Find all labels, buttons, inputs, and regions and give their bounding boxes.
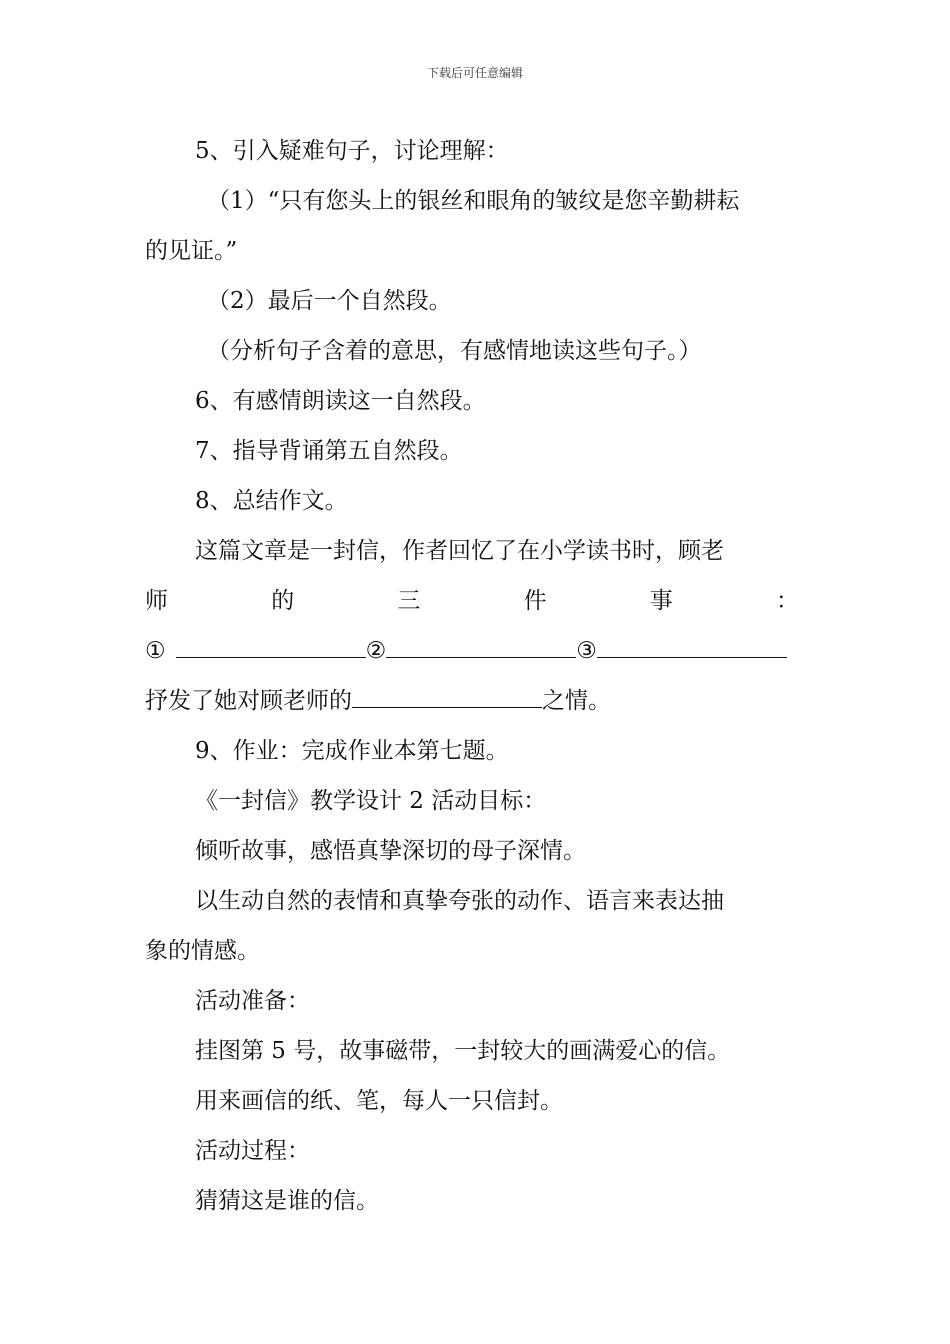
spread-char: 三: [397, 588, 421, 614]
step-9: 9、作业：完成作业本第七题。: [195, 738, 509, 764]
summary-text-a: 抒发了她对顾老师的: [145, 688, 352, 714]
goal-1: 倾听故事，感悟真挚深切的母子深情。: [195, 838, 586, 864]
document-body: [145, 126, 807, 1226]
fill-blank-4[interactable]: [352, 681, 542, 708]
goal-2-line-2: 象的情感。: [145, 938, 260, 964]
step-7: 7、指导背诵第五自然段。: [195, 438, 463, 464]
fill-blank-3[interactable]: [597, 631, 787, 658]
quote-1-line-2: 的见证。”: [145, 238, 238, 264]
item-2: （2）最后一个自然段。: [207, 288, 452, 314]
process-heading: 活动过程：: [195, 1138, 310, 1164]
step-6: 6、有感情朗读这一自然段。: [195, 388, 486, 414]
goal-2-line-1: 以生动自然的表情和真挚夸张的动作、语言来表达抽: [195, 888, 724, 914]
prep-2: 用来画信的纸、笔，每人一只信封。: [195, 1088, 563, 1114]
analysis-note: （分析句子含着的意思，有感情地读这些句子。）: [207, 338, 702, 364]
spread-char: 事: [649, 588, 673, 614]
quote-1-line-1: （1）“只有您头上的银丝和眼角的皱纹是您辛勤耕耘: [207, 188, 740, 214]
fill-blank-line: [145, 626, 807, 676]
spread-char: 的: [271, 588, 295, 614]
process-1: 猜猜这是谁的信。: [195, 1188, 379, 1214]
fill-blank-1[interactable]: [176, 631, 366, 658]
spread-char: ：: [775, 588, 799, 614]
prep-heading: 活动准备：: [195, 988, 310, 1014]
section-title: 《一封信》教学设计 2 活动目标：: [195, 788, 547, 814]
summary-line-1: 这篇文章是一封信，作者回忆了在小学读书时，顾老: [195, 538, 724, 564]
prep-1: 挂图第 5 号，故事磁带，一封较大的画满爱心的信。: [195, 1038, 731, 1064]
summary-text-b: 之情。: [542, 688, 611, 714]
circled-number-3: ③: [576, 638, 597, 664]
spread-char: 师: [145, 588, 168, 614]
fill-blank-2[interactable]: [386, 631, 576, 658]
circled-number-1: ①: [145, 638, 166, 664]
summary-line-4: [145, 676, 807, 726]
summary-line-2: [145, 576, 807, 626]
page-header: 下载后可任意编辑: [426, 66, 523, 80]
step-5-heading: 5、引入疑难句子，讨论理解：: [195, 138, 509, 164]
step-8: 8、总结作文。: [195, 488, 348, 514]
spread-char: 件: [523, 588, 547, 614]
circled-number-2: ②: [365, 638, 387, 664]
